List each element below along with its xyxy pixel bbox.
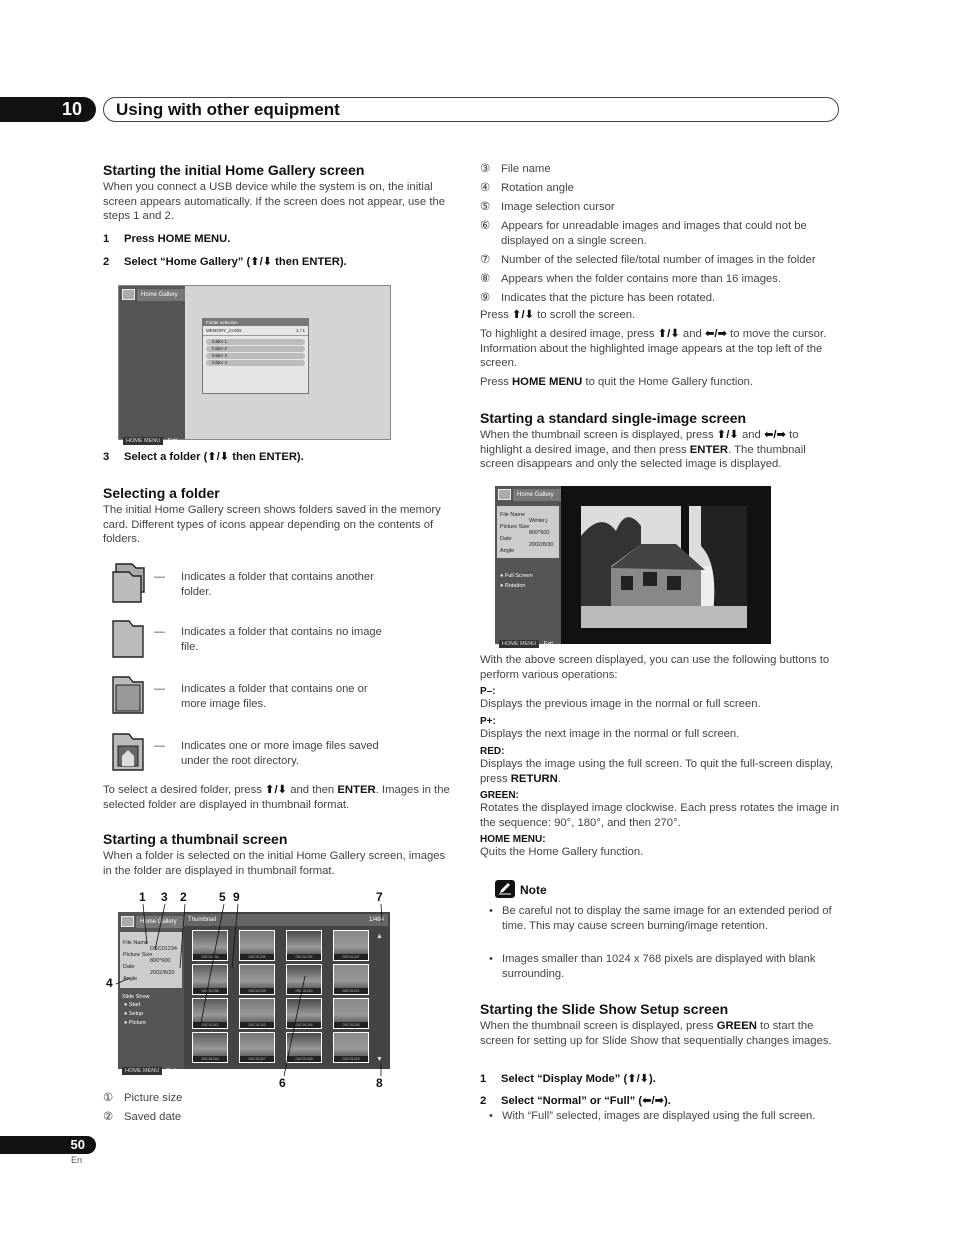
thumbnail-item[interactable] xyxy=(239,998,275,1029)
image-info-panel xyxy=(497,506,559,558)
thumbnail-item[interactable] xyxy=(239,1032,275,1063)
legend-number: ③ xyxy=(480,163,491,175)
legend-dash: — xyxy=(154,683,165,695)
legend-number: ④ xyxy=(480,182,491,195)
red-label: RED: xyxy=(480,746,505,757)
text-run: to start the screen for setting up for Slide Show that sequentially changes images. xyxy=(480,1020,832,1047)
legend-text: File name xyxy=(501,163,551,175)
bullet-dot: • xyxy=(489,905,493,917)
thumbnail-item[interactable] xyxy=(333,964,369,995)
legend-text: Rotation angle xyxy=(501,182,574,195)
screen-title: Home Gallery xyxy=(513,489,561,501)
thumbnail-label: DSC01235 xyxy=(240,954,274,960)
legend-text: Number of the selected file/total number of images in the folder xyxy=(501,253,816,266)
legend-number: ⑥ xyxy=(480,220,491,233)
legend-number: ⑤ xyxy=(480,201,491,214)
legend-item xyxy=(480,162,840,177)
callout-8: 8 xyxy=(376,1076,383,1090)
pencil-glyph xyxy=(495,880,515,898)
thumbnail-label: DSC01243 xyxy=(240,1022,274,1028)
callout-2: 2 xyxy=(180,890,187,904)
red-text xyxy=(480,757,840,786)
slideshow-heading: Starting the Slide Show Setup screen xyxy=(480,1001,729,1017)
thumbnail-label: DSC01242 xyxy=(193,1022,227,1028)
legend-number: ⑨ xyxy=(480,292,491,305)
initial-step-3 xyxy=(103,450,304,464)
step-number: 1 xyxy=(480,1073,487,1085)
thumbnail-item[interactable] xyxy=(192,964,228,995)
step-number: 2 xyxy=(480,1095,487,1107)
bullet-dot: • xyxy=(489,953,493,965)
legend-number: ⑦ xyxy=(480,253,491,266)
button-label: Rotation xyxy=(504,583,526,589)
text-run: and xyxy=(738,429,764,441)
legend-desc: Indicates a folder that contains one or more image files. xyxy=(181,683,368,710)
thumbnail-item[interactable] xyxy=(192,930,228,961)
initial-step-1 xyxy=(103,232,230,246)
slideshow-step-1 xyxy=(480,1072,656,1086)
up-down-arrow-icon: ⬆/⬇ xyxy=(265,784,288,796)
thumbnail-item[interactable] xyxy=(333,1032,369,1063)
note-pencil-icon xyxy=(495,880,515,898)
date-label: Date xyxy=(123,964,135,970)
thumbnail-item[interactable] xyxy=(192,1032,228,1063)
step-text: Press HOME MENU. xyxy=(124,233,231,245)
picture-button[interactable]: ● Picture xyxy=(124,1020,146,1026)
slide-show-label: Slide Show xyxy=(122,994,150,1000)
legend-dash: — xyxy=(154,740,165,752)
legend-text: Picture size xyxy=(124,1092,183,1104)
step-number: 1 xyxy=(103,233,110,245)
slideshow-step-2 xyxy=(480,1094,671,1108)
operations-intro: With the above screen displayed, you can use the following buttons to perform various operations: xyxy=(480,654,830,681)
date-label: Date xyxy=(500,536,512,542)
text-run: Press xyxy=(480,309,513,321)
file-name-value: DSC01234 xyxy=(150,946,177,952)
image-folder-icon xyxy=(110,673,148,717)
thumbnail-label: DSC01248 xyxy=(287,1056,321,1062)
folder-row[interactable]: folder 4 xyxy=(206,360,305,366)
empty-folder-icon xyxy=(110,617,148,661)
thumbnail-label: DSC01234 xyxy=(193,954,227,960)
button-label: Picture xyxy=(128,1020,146,1026)
date-value: 2002/8/20 xyxy=(150,970,175,976)
green-key-label: GREEN xyxy=(716,1020,757,1032)
thumbnail-label: DSC01247 xyxy=(240,1056,274,1062)
thumbnail-item[interactable] xyxy=(286,930,322,961)
note-bullet xyxy=(489,904,839,933)
text-run: . xyxy=(557,772,561,785)
callout-4: 4 xyxy=(106,976,113,990)
rotation-button[interactable]: ● Rotation xyxy=(500,583,526,589)
text-run: To highlight a desired image, press xyxy=(480,328,658,340)
legend-text: Image selection cursor xyxy=(501,201,615,214)
thumbnail-item[interactable] xyxy=(333,998,369,1029)
legend-item xyxy=(480,291,840,306)
legend-item xyxy=(103,1110,181,1125)
initial-body: When you connect a USB device while the system is on, the initial screen appears automatically. If the screen does not appear, use the steps 1 and 2. xyxy=(103,181,446,223)
thumbnail-body: When a folder is selected on the initial Home Gallery screen, images in the folder are displayed in thumbnail format. xyxy=(103,850,446,877)
thumbnail-label: DSC01246 xyxy=(193,1056,227,1062)
legend-dash: — xyxy=(154,626,165,638)
thumbnail-item[interactable] xyxy=(239,930,275,961)
thumbnail-item[interactable] xyxy=(333,930,369,961)
image-info-panel xyxy=(120,932,182,988)
exit-hint xyxy=(123,429,177,447)
single-image-body xyxy=(480,428,840,472)
full-screen-button[interactable]: ● Full Screen xyxy=(500,573,533,579)
thumbnail-label: DSC01241 xyxy=(334,988,368,994)
exit-label: Exit xyxy=(166,1068,176,1074)
legend-desc: Indicates one or more image files saved under the root directory. xyxy=(181,740,379,767)
text-run: Press xyxy=(480,376,513,388)
scroll-up-icon[interactable]: ▲ xyxy=(376,933,383,940)
thumbnail-item[interactable] xyxy=(286,1032,322,1063)
thumbnail-label: DSC01238 xyxy=(193,988,227,994)
text-run: to highlight a desired image, and then press xyxy=(480,429,799,456)
root-images-icon xyxy=(110,730,148,774)
selecting-folder-heading: Selecting a folder xyxy=(103,485,220,501)
step-text: Select a folder (⬆/⬇ then ENTER). xyxy=(124,451,304,463)
thumbnail-title: Thumbnail xyxy=(188,917,217,923)
text-run: Displays the image using the full screen. To quit the full-screen display, press xyxy=(480,758,834,785)
home-gallery-screen-single xyxy=(495,486,771,647)
page-language: En xyxy=(71,1155,83,1165)
file-name-label: File Name xyxy=(500,512,526,518)
page-number: 50 xyxy=(0,1136,96,1154)
home-gallery-logo-icon xyxy=(122,289,135,300)
legend-text: Appears when the folder contains more than 16 images. xyxy=(501,273,782,286)
thumbnail-grid xyxy=(192,930,380,1068)
thumbnail-label: DSC01236 xyxy=(287,954,321,960)
home-menu-key-label: HOME MENU xyxy=(512,376,583,388)
p-plus-label: P+: xyxy=(480,716,496,727)
angle-label: Angle xyxy=(500,548,515,554)
legend-number: ② xyxy=(103,1111,114,1123)
thumbnail-title-bar xyxy=(184,914,388,926)
legend-item xyxy=(480,219,840,248)
picture-size-label: Picture Size xyxy=(500,524,530,530)
home-gallery-logo-icon xyxy=(121,916,134,927)
enter-key-label: ENTER xyxy=(337,784,376,796)
left-right-arrow-icon: ⬅/➡ xyxy=(704,328,728,340)
thumbnail-item[interactable] xyxy=(286,964,322,995)
legend-number: ⑧ xyxy=(480,273,491,286)
chapter-number: 10 xyxy=(0,97,96,122)
home-menu-key: HOME MENU xyxy=(122,1067,162,1075)
up-down-arrow-icon: ⬆/⬇ xyxy=(512,309,535,321)
screen-title: Home Gallery xyxy=(136,916,184,928)
screen-title: Home Gallery xyxy=(137,289,185,301)
text-run: To select a desired folder, press xyxy=(103,784,266,796)
angle-label: Angle xyxy=(123,976,138,982)
house-photo xyxy=(581,506,747,628)
callout-6: 6 xyxy=(279,1076,286,1090)
green-text: Rotates the displayed image clockwise. Each press rotates the image in the sequence: 90°, 180°, and then 270°. xyxy=(480,802,840,829)
note-bullet-text: Be careful not to display the same image for an extended period of time. This may cause screen burning/image retention. xyxy=(502,905,832,932)
home-gallery-screen-folder xyxy=(118,285,391,444)
sub-bullet-text: With “Full” selected, images are displayed using the full screen. xyxy=(502,1110,816,1122)
single-image-heading: Starting a standard single-image screen xyxy=(480,410,747,426)
home-gallery-logo-icon xyxy=(498,489,511,500)
callout-9: 9 xyxy=(233,890,240,904)
scroll-instructions xyxy=(480,308,840,323)
text-run: . Images in the selected folder are displayed in thumbnail format. xyxy=(103,784,450,811)
legend-text: Appears for unreadable images and images that could not be displayed on a single screen. xyxy=(501,220,807,247)
text-run: to move the cursor. Information about the highlighted image appears at the top left of the screen. xyxy=(480,328,827,370)
p-minus-text: Displays the previous image in the normal or full screen. xyxy=(480,698,761,710)
text-run: to scroll the screen. xyxy=(534,309,636,321)
folder-with-subfolder-icon xyxy=(110,562,148,606)
button-label: Setup xyxy=(128,1011,144,1017)
step-text: Select “Display Mode” (⬆/⬇). xyxy=(501,1073,656,1085)
picture-size-label: Picture Size xyxy=(123,952,153,958)
folder-selection-panel xyxy=(202,318,309,394)
quit-instructions xyxy=(480,375,840,390)
callout-1: 1 xyxy=(139,890,146,904)
exit-hint xyxy=(122,1059,176,1077)
legend-item xyxy=(480,272,840,287)
highlight-instructions xyxy=(480,327,840,371)
note-bullet xyxy=(489,952,839,981)
text-run: and xyxy=(679,328,705,340)
text-run: When the thumbnail screen is displayed, press xyxy=(480,1020,717,1032)
text-run: to quit the Home Gallery function. xyxy=(582,376,754,388)
step-text: Select “Home Gallery” (⬆/⬇ then ENTER). xyxy=(124,256,347,268)
return-key-label: RETURN xyxy=(510,772,558,785)
file-name-value: Winter.j xyxy=(529,518,548,524)
folder-row[interactable]: folder 1 xyxy=(206,339,305,345)
memory-card-row xyxy=(203,326,308,336)
exit-label: Exit xyxy=(167,438,177,444)
thumbnail-item[interactable] xyxy=(192,998,228,1029)
legend-list xyxy=(480,162,840,310)
thumbnail-label: DSC01245 xyxy=(334,1022,368,1028)
scroll-down-icon[interactable]: ▼ xyxy=(376,1056,383,1063)
legend-item xyxy=(480,181,840,196)
left-right-arrow-icon: ⬅/➡ xyxy=(763,429,787,441)
legend-item xyxy=(480,253,840,268)
legend-number: ① xyxy=(103,1092,114,1104)
legend-item xyxy=(103,1091,182,1106)
thumbnail-label: DSC01240 xyxy=(287,988,321,994)
thumbnail-label: DSC01244 xyxy=(287,1022,321,1028)
exit-label: Exit xyxy=(543,641,553,647)
thumbnail-heading: Starting a thumbnail screen xyxy=(103,831,288,847)
date-value: 2002/8/30 xyxy=(529,542,554,548)
up-down-arrow-icon: ⬆/⬇ xyxy=(716,429,739,441)
thumbnail-item[interactable] xyxy=(286,998,322,1029)
button-label: Start xyxy=(128,1002,141,1008)
step-number: 2 xyxy=(103,256,110,268)
slideshow-sub-bullet xyxy=(489,1109,839,1124)
selecting-folder-body: The initial Home Gallery screen shows folders saved in the memory card. Different types of icons appear depending on the contents of folders. xyxy=(103,504,441,546)
legend-desc: Indicates a folder that contains no image file. xyxy=(181,626,382,653)
up-down-arrow-icon: ⬆/⬇ xyxy=(657,328,680,340)
legend-dash: — xyxy=(154,571,165,583)
file-name-label: File Name xyxy=(123,940,149,946)
home-menu-text: Quits the Home Gallery function. xyxy=(480,846,644,858)
legend-desc: Indicates a folder that contains another folder. xyxy=(181,571,374,598)
picture-size-value: 800*600 xyxy=(529,530,550,536)
select-folder-instructions xyxy=(103,783,460,812)
screen-sidebar xyxy=(119,286,185,439)
text-run: . The thumbnail screen disappears and only the selected image is displayed. xyxy=(480,443,806,471)
home-menu-label: HOME MENU: xyxy=(480,834,546,845)
memory-card-label: MEMORY_CARD xyxy=(206,328,242,333)
button-label: Full Screen xyxy=(504,573,533,579)
legend-text: Saved date xyxy=(124,1111,182,1123)
p-plus-text: Displays the next image in the normal or full screen. xyxy=(480,728,740,740)
step-number: 3 xyxy=(103,451,110,463)
slideshow-body xyxy=(480,1019,840,1048)
note-title: Note xyxy=(520,883,547,897)
thumbnail-label: DSC01237 xyxy=(334,954,368,960)
setup-button[interactable]: ● Setup xyxy=(124,1011,144,1017)
legend-item xyxy=(480,200,840,215)
image-counter: 1/484 xyxy=(368,917,384,923)
callout-5: 5 xyxy=(219,890,226,904)
p-minus-label: P–: xyxy=(480,686,496,697)
folder-panel-title: Folder selection xyxy=(203,319,308,326)
callout-3: 3 xyxy=(161,890,168,904)
legend-text: Indicates that the picture has been rotated. xyxy=(501,292,716,305)
text-run: and then xyxy=(287,784,338,796)
callout-7: 7 xyxy=(376,890,383,904)
green-label: GREEN: xyxy=(480,790,519,801)
chapter-title: Using with other equipment xyxy=(103,97,839,122)
start-button[interactable]: ● Start xyxy=(124,1002,141,1008)
thumbnail-item[interactable] xyxy=(239,964,275,995)
folder-count: 1 / 1 xyxy=(296,328,305,333)
picture-size-value: 800*600 xyxy=(150,958,171,964)
initial-heading: Starting the initial Home Gallery screen xyxy=(103,162,365,178)
home-menu-key: HOME MENU xyxy=(499,640,539,648)
thumbnail-label: DSC01239 xyxy=(240,988,274,994)
exit-hint xyxy=(499,632,553,650)
folder-row[interactable]: folder 3 xyxy=(206,353,305,359)
enter-key-label: ENTER xyxy=(689,443,729,456)
text-run: When the thumbnail screen is displayed, press xyxy=(480,429,717,441)
home-menu-key: HOME MENU xyxy=(123,437,163,445)
step-text: Select “Normal” or “Full” (⬅/➡). xyxy=(501,1095,671,1107)
home-gallery-screen-thumbnail xyxy=(118,912,390,1074)
note-bullet-text: Images smaller than 1024 x 768 pixels are displayed with blank surrounding. xyxy=(502,953,816,980)
bullet-dot: • xyxy=(489,1110,493,1122)
folder-row[interactable]: folder 2 xyxy=(206,346,305,352)
image-viewer-area xyxy=(561,486,771,644)
thumbnail-label: DSC01249 xyxy=(334,1056,368,1062)
initial-step-2 xyxy=(103,255,347,269)
